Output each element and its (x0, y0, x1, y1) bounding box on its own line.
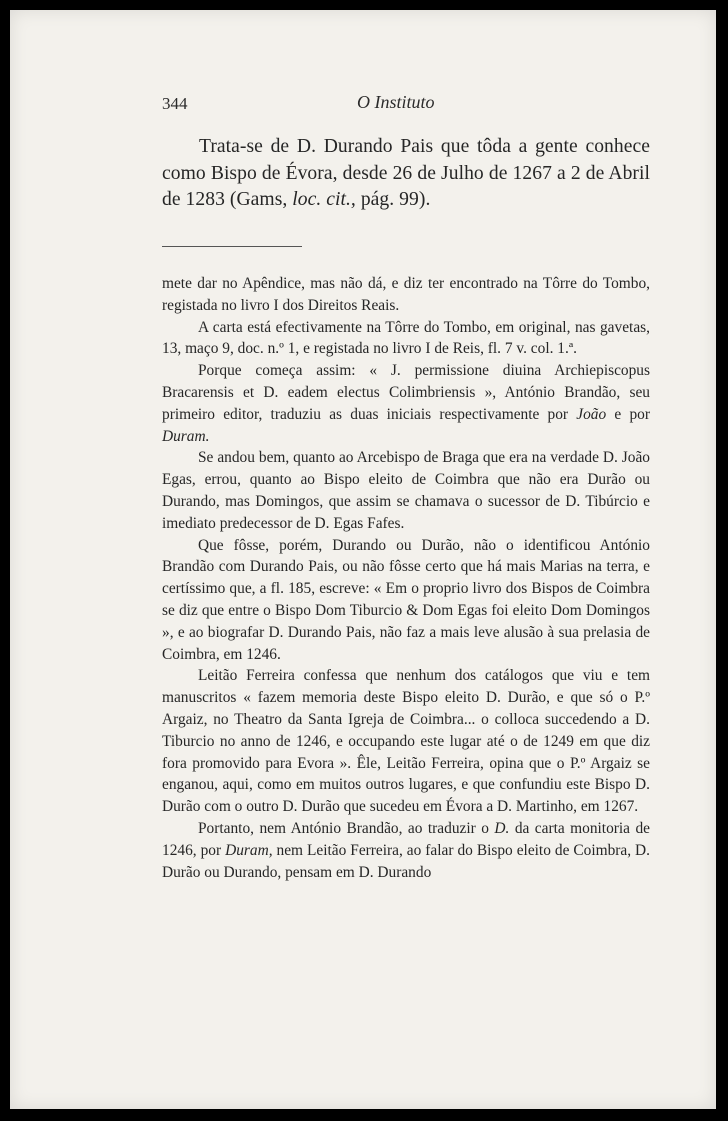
main-paragraph (162, 134, 650, 214)
note-paragraph-1: mete dar no Apêndice, mas não dá, e diz ter encontrado na Tôrre do Tombo, registada no livro I dos Direitos Reais. (162, 275, 650, 314)
note-paragraph-4: Se andou bem, quanto ao Arcebispo de Braga que era na verdade D. João Egas, errou, quanto ao Bispo eleito de Coimbra que não era Durão ou Durando, mas Domingos, que assim se chamava o sucessor de D. Tibúrcio e imediato predecessor de D. Egas Fafes. (162, 449, 650, 532)
main-paragraph-citation: loc. cit., (292, 189, 356, 210)
main-paragraph-text-1: Trata-se de D. Durando Pais que tôda a gente conhece como Bispo de Évora, desde 26 de Julho de 1267 a 2 de Abril de 1283 (Gams, (162, 136, 650, 210)
book-page (10, 10, 716, 1109)
note-paragraph-5: Que fôsse, porém, Durando ou Durão, não o identificou António Brandão com Durando Pais, ou não fôsse certo que há mais Marias na terra, e certíssimo que, a fl. 185, escreve: « Em o proprio livro dos Bispos de Coimbra se diz que entre o Bispo Dom Tiburcio & Dom Egas foi eleito Dom Domingos », e ao biografar D. Durando Pais, não faz a mais leve alusão à sua prelasia de Coimbra, em 1246. (162, 536, 650, 663)
footnotes (162, 273, 650, 883)
note-paragraph-3-text-2: e por (606, 405, 650, 423)
note-paragraph-7-italic-1: D. (494, 819, 510, 837)
running-title: O Instituto (357, 92, 435, 112)
note-paragraph-7-text-3: nem Leitão Ferreira, ao falar do Bispo eleito de Coimbra, D. Durão ou Durando, pensam em D. Durando (162, 841, 651, 881)
note-paragraph-7 (162, 818, 650, 883)
note-paragraph-7-italic-2: Duram, (225, 841, 273, 859)
main-paragraph-text-2: pág. 99). (355, 189, 431, 210)
footnote-separator (162, 246, 302, 247)
note-paragraph-2: A carta está efectivamente na Tôrre do Tombo, em original, nas gavetas, 13, maço 9, doc. n.º 1, e registada no livro I de Reis, fl. 7 v. col. 1.ª. (162, 318, 650, 358)
page-header (162, 94, 632, 118)
note-paragraph-6: Leitão Ferreira confessa que nenhum dos catálogos que viu e tem manuscritos « fazem memoria deste Bispo eleito D. Durão, e que só o P.º Argaiz, no Theatro da Santa Igreja de Coimbra... o colloca succedendo a D. Tiburcio no anno de 1246, e occupando este lugar até o de 1249 em que diz fora promovido para Evora ». Êle, Leitão Ferreira, opina que o P.º Argaiz se enganou, aqui, como em muitos outros lugares, e que confundiu este Bispo D. Durão com o outro D. Durão que sucedeu em Évora a D. Martinho, em 1267. (162, 667, 650, 816)
page-number: 344 (162, 94, 188, 113)
note-paragraph-3-italic-1: João (576, 405, 607, 423)
note-paragraph-7-text-2: da carta monitoria de 1246, por (162, 819, 650, 859)
note-paragraph-3 (162, 360, 650, 447)
note-paragraph-7-text-1: Portanto, nem António Brandão, ao traduzir o (198, 819, 495, 837)
note-paragraph-3-text-1: Porque começa assim: « J. permissione diuina Archiepiscopus Bracarensis et D. eadem electus Colimbriensis », António Brandão, seu primeiro editor, traduziu as duas iniciais respectivamente por (162, 362, 650, 423)
note-paragraph-3-italic-2: Duram. (162, 427, 210, 445)
